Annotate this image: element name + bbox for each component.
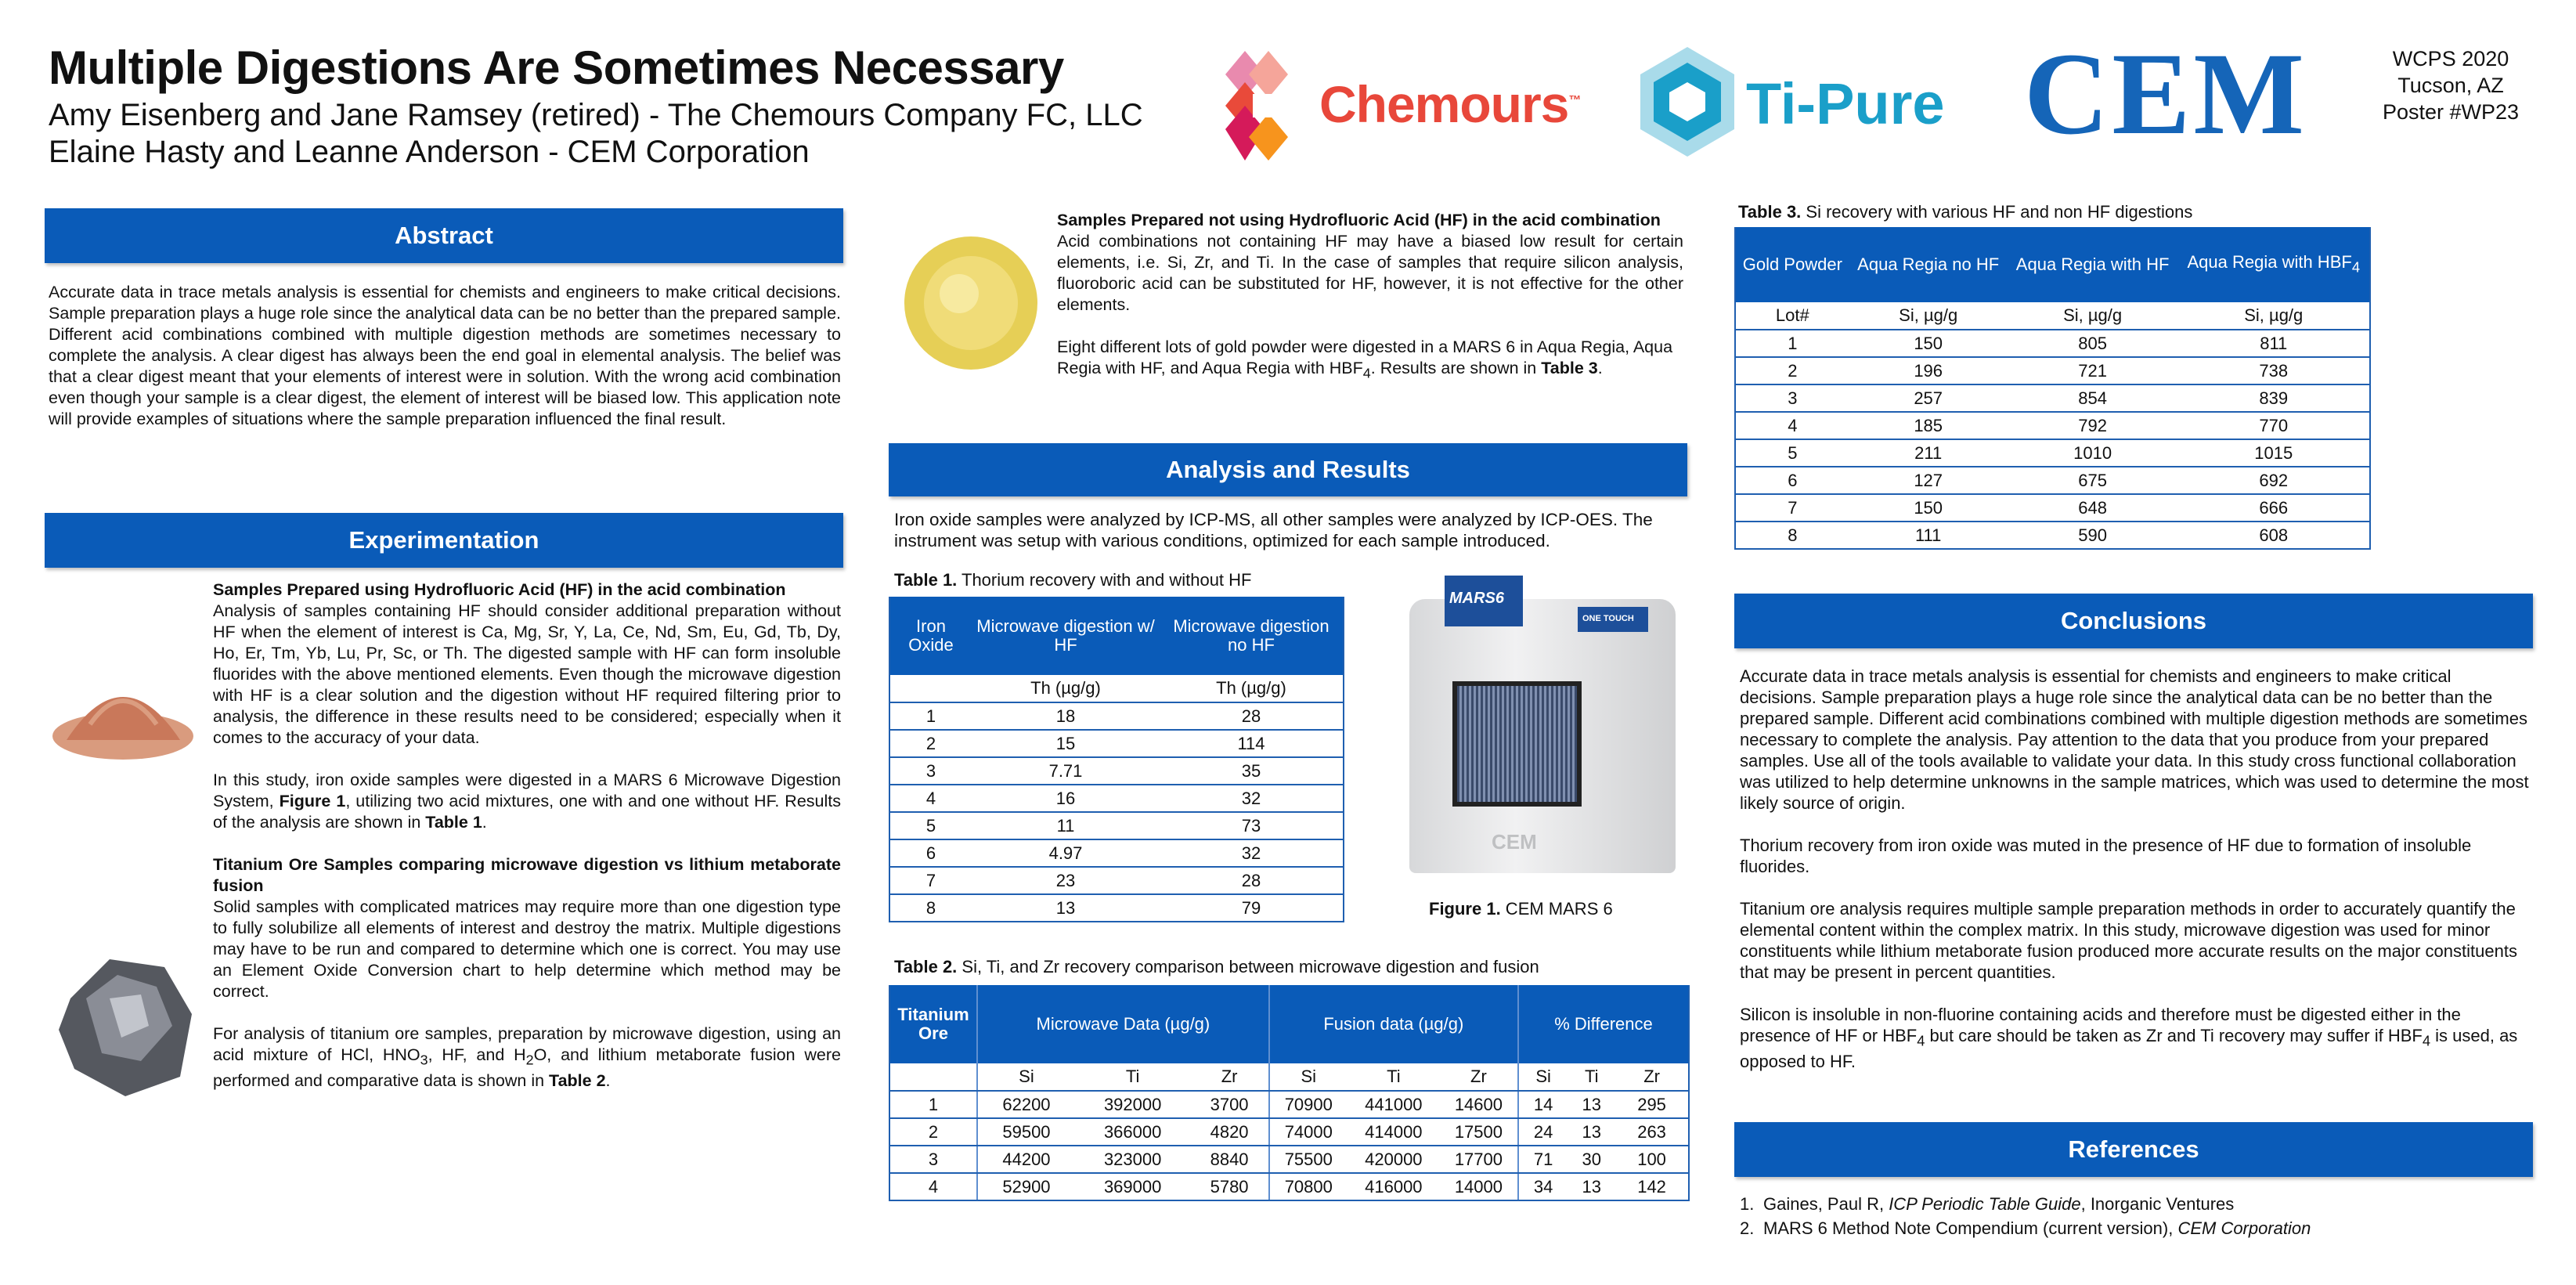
table-cell: 770 [2178, 412, 2370, 439]
poster-number: Poster #WP23 [2382, 100, 2520, 124]
cem-badge-label: CEM [1492, 830, 1537, 854]
table-cell: 15 [972, 730, 1160, 757]
table-cell: 14 [1518, 1091, 1568, 1118]
table-cell: 4.97 [972, 839, 1160, 867]
table-cell: 5 [889, 812, 972, 839]
table1-caption: Table 1. Thorium recovery with and without HF [894, 570, 1252, 590]
table-cell: 3 [889, 1146, 977, 1173]
conference-location: Tucson, AZ [2397, 74, 2504, 97]
references-heading: References [1734, 1122, 2533, 1177]
table-cell: 62200 [977, 1091, 1075, 1118]
table-cell: 805 [2008, 330, 2178, 357]
table-cell: 7 [889, 867, 972, 894]
table-cell: 24 [1518, 1118, 1568, 1146]
table-row [1735, 467, 2370, 494]
figure1-caption: Figure 1. CEM MARS 6 [1429, 899, 1613, 919]
mars6-instrument-image [1402, 576, 1683, 877]
table-cell: 366000 [1075, 1118, 1190, 1146]
conclusions-heading: Conclusions [1734, 594, 2533, 648]
cem-logo: CEM [2024, 29, 2307, 159]
conclusion-paragraph: Silicon is insoluble in non-fluorine containing acids and therefore must be digested either in the presence of HF or $HBF_4$ but care should be taken as Zr and Ti recovery may suffer if $HBF_4$ is used, as opposed to HF. [1740, 1005, 2518, 1072]
non-hf-section [1057, 210, 1683, 384]
table-cell: 28 [1160, 867, 1344, 894]
table-cell: 392000 [1075, 1091, 1190, 1118]
table3-silicon-recovery: Gold Powder Aqua Regia no HF Aqua Regia with HF Aqua Regia with $HBF_4$ Lot# Si, µg/g Si, µg/g Si, µg/g 1 150 805 811 2 196 721 738 3 257 854 839 4 185 792 770 5 211 1010 1015 6 127 675 692 7 150 648 666 8 111 590 608 [1734, 227, 2371, 550]
table-cell: 5 [1735, 439, 1849, 467]
table-cell: 7.71 [972, 757, 1160, 785]
iron-oxide-powder-image [51, 662, 196, 763]
table-cell: 416000 [1348, 1173, 1440, 1200]
table-cell: 142 [1615, 1173, 1689, 1200]
conference-info [2357, 45, 2545, 125]
table-cell: 4 [1735, 412, 1849, 439]
table2-caption: Table 2. Si, Ti, and Zr recovery comparison between microwave digestion and fusion [894, 957, 1539, 976]
table-cell: 150 [1849, 494, 2008, 522]
mars6-screen-label: MARS6 [1445, 576, 1523, 626]
table-row [889, 757, 1344, 785]
table-cell: 23 [972, 867, 1160, 894]
table-cell: 792 [2008, 412, 2178, 439]
table-row [1735, 357, 2370, 384]
table-cell: 441000 [1348, 1091, 1440, 1118]
table-cell: 4 [889, 785, 972, 812]
table-cell: 14600 [1440, 1091, 1518, 1118]
table-cell: 70900 [1269, 1091, 1348, 1118]
table-cell: 4 [889, 1173, 977, 1200]
table-cell: 28 [1160, 702, 1344, 730]
table-cell: 854 [2008, 384, 2178, 412]
table-row [889, 1118, 1689, 1146]
table-cell: 257 [1849, 384, 2008, 412]
table-cell: 75500 [1269, 1146, 1348, 1173]
table-cell: 13 [1568, 1118, 1615, 1146]
column-subheader: Zr [1440, 1063, 1518, 1091]
table-row [889, 730, 1344, 757]
table-cell: 114 [1160, 730, 1344, 757]
non-hf-section-title: Samples Prepared not using Hydrofluoric Acid (HF) in the acid combination [1057, 211, 1661, 229]
table-cell: 73 [1160, 812, 1344, 839]
conclusion-paragraph: Thorium recovery from iron oxide was muted in the presence of HF due to formation of insoluble fluorides. [1740, 836, 2472, 876]
table-cell: 590 [2008, 522, 2178, 549]
table-cell: 1 [889, 702, 972, 730]
column-subheader: Si [977, 1063, 1075, 1091]
table-cell: 3 [889, 757, 972, 785]
table1-thorium-recovery: Iron Oxide Microwave digestion w/ HF Microwave digestion no HF Th (µg/g) Th (µg/g) 1 18 28 2 15 114 3 7.71 35 4 16 32 5 11 73 6 4.97 32 7 23 28 8 13 79 [889, 597, 1344, 922]
table-cell: 811 [2178, 330, 2370, 357]
abstract-heading: Abstract [45, 208, 843, 263]
table-row [1735, 522, 2370, 549]
table-cell: 6 [889, 839, 972, 867]
conclusions-text [1740, 666, 2531, 1093]
table-cell: 3700 [1190, 1091, 1268, 1118]
table-cell: 196 [1849, 357, 2008, 384]
table-cell: 738 [2178, 357, 2370, 384]
table-cell: 8 [889, 894, 972, 922]
table-row [889, 1146, 1689, 1173]
table-cell: 1 [889, 1091, 977, 1118]
table-cell: 13 [972, 894, 1160, 922]
table-cell: 13 [1568, 1091, 1615, 1118]
table-cell: 839 [2178, 384, 2370, 412]
conclusion-paragraph: Accurate data in trace metals analysis is essential for chemists and engineers to make critical decisions. Sample preparation plays a huge role since the analytical data can be no better than the prepared sample. Different acid combinations combined with multiple digestion methods are sometimes necessary to complete the analysis. Pay attention to the data that you produce from your prepared samples. Use all of the tools available to validate your data. In this study cross functional collaboration was utilized to help determine unknowns in the sample matrices, which was used to determine the most likely source of origin. [1740, 666, 2529, 813]
table-cell: 323000 [1075, 1146, 1190, 1173]
table2-titanium-ore-comparison: Titanium Ore Microwave Data (µg/g) Fusion data (µg/g) % Difference Si Ti Zr Si Ti Zr Si Ti Zr 1 62200 392000 3700 70900 441000 14600 14 13 295 2 59500 366000 4820 74000 414000 17500 24 13 263 3 44200 323000 8840 75500 420000 17700 71 30 100 4 52900 369000 5780 70800 416000 14000 34 13 142 [889, 985, 1690, 1201]
hf-section [213, 579, 841, 833]
table-row [1735, 439, 2370, 467]
table-cell: 5780 [1190, 1173, 1268, 1200]
gold-powder-paragraph: Eight different lots of gold powder were digested in a MARS 6 in Aqua Regia, Aqua Regia with HF, and Aqua Regia with $HBF_4$. Results are shown in Table 3. [1057, 337, 1673, 381]
table3-caption: Table 3. Si recovery with various HF and non HF digestions [1738, 202, 2193, 222]
column-subheader: Si [1269, 1063, 1348, 1091]
table-row [889, 867, 1344, 894]
gold-powder-image [900, 231, 1041, 376]
column-subheader: Ti [1075, 1063, 1190, 1091]
iron-oxide-paragraph: In this study, iron oxide samples were digested in a MARS 6 Microwave Digestion System, Figure 1, utilizing two acid mixtures, one with and one without HF. Results of the analysis are shown in Table 1. [213, 771, 841, 832]
table-cell: 34 [1518, 1173, 1568, 1200]
table-cell: 70800 [1269, 1173, 1348, 1200]
table-cell: 675 [2008, 467, 2178, 494]
table-cell: 666 [2178, 494, 2370, 522]
table-row [889, 702, 1344, 730]
hf-section-text: Analysis of samples containing HF should consider additional preparation without HF when the element of interest is Ca, Mg, Sr, Y, La, Ce, Nd, Sm, Eu, Gd, Tb, Dy, Ho, Er, Tm, Yb, Lu, Pr, Sc, or Th. The digested sample with HF can form insoluble fluorides with the above mentioned elements. Even though the microwave digestion with HF is a clear solution and the digestion without HF required filtering prior to analysis, the difference in these results need to be considered; especially when it comes to the accuracy of your data. [213, 601, 841, 747]
table-row [889, 1091, 1689, 1118]
table-cell: 295 [1615, 1091, 1689, 1118]
table-cell: 32 [1160, 785, 1344, 812]
table-row [1735, 412, 2370, 439]
references-list [1740, 1192, 2311, 1240]
tipure-logo-text: Ti-Pure [1746, 71, 1945, 136]
table-row [889, 785, 1344, 812]
non-hf-section-text: Acid combinations not containing HF may have a biased low result for certain elements, i.e. Si, Zr, and Ti. In the case of samples that require silicon analysis, fluoroboric acid can be substituted for HF, however, it is not effective for the other elements. [1057, 232, 1683, 314]
conclusion-paragraph: Titanium ore analysis requires multiple sample preparation methods in order to accurately quantify the elemental content within the complex matrix. In this study, microwave digestion was used for minor constituents while lithium metaborate fusion produced more accurate results on the major constituents that may be present in percent quantities. [1740, 899, 2517, 982]
titanium-ore-image [55, 951, 196, 1100]
table-cell: 2 [1735, 357, 1849, 384]
table-cell: 71 [1518, 1146, 1568, 1173]
table-cell: 263 [1615, 1118, 1689, 1146]
abstract-text: Accurate data in trace metals analysis is essential for chemists and engineers to make critical decisions. Sample preparation plays a huge role since the analytical data can be no better than the prepared sample. Different acid combinations combined with multiple digestion methods are sometimes necessary to complete the analysis. A clear digest has always been the end goal in elemental analysis. The belief was that a clear digest meant that your elements of interest were in solution. With the wrong acid combination even though your sample is a clear digest, the element of interest will be biased low. This application note will provide examples of situations where the sample preparation influenced the final result. [49, 283, 841, 428]
authors-chemours: Amy Eisenberg and Jane Ramsey (retired) - The Chemours Company FC, LLC [49, 98, 1143, 132]
table-cell: 1 [1735, 330, 1849, 357]
table-row [1735, 384, 2370, 412]
table-cell: 44200 [977, 1146, 1075, 1173]
table-row [889, 839, 1344, 867]
table-cell: 4820 [1190, 1118, 1268, 1146]
titanium-section-title: Titanium Ore Samples comparing microwave digestion vs lithium metaborate fusion [213, 855, 841, 895]
titanium-method-paragraph: For analysis of titanium ore samples, preparation by microwave digestion, using an acid mixture of HCl, $HNO_3$, HF, and $H_2O$, and lithium metaborate fusion were performed and comparative data is shown in Table 2. [213, 1024, 841, 1091]
table-row [1735, 330, 2370, 357]
table-cell: 8840 [1190, 1146, 1268, 1173]
table-row [889, 1173, 1689, 1200]
hf-section-title: Samples Prepared using Hydrofluoric Acid (HF) in the acid combination [213, 580, 786, 599]
table-cell: 79 [1160, 894, 1344, 922]
table-cell: 369000 [1075, 1173, 1190, 1200]
column-subheader: Ti [1568, 1063, 1615, 1091]
analysis-heading: Analysis and Results [889, 443, 1687, 496]
table-cell: 17700 [1440, 1146, 1518, 1173]
table-cell: 692 [2178, 467, 2370, 494]
table-row [889, 812, 1344, 839]
table-cell: 420000 [1348, 1146, 1440, 1173]
table-cell: 185 [1849, 412, 2008, 439]
table-cell: 59500 [977, 1118, 1075, 1146]
table-cell: 30 [1568, 1146, 1615, 1173]
table-cell: 32 [1160, 839, 1344, 867]
table-cell: 648 [2008, 494, 2178, 522]
poster-title: Multiple Digestions Are Sometimes Necessary [49, 42, 1064, 94]
table-cell: 100 [1615, 1146, 1689, 1173]
reference-item: 2. MARS 6 Method Note Compendium (current version), CEM Corporation [1740, 1218, 2311, 1238]
table-cell: 2 [889, 730, 972, 757]
table-cell: 414000 [1348, 1118, 1440, 1146]
table-cell: 608 [2178, 522, 2370, 549]
table-row [889, 894, 1344, 922]
chemours-logo-icon [1221, 51, 1308, 161]
experimentation-sections [213, 579, 841, 1113]
column-subheader: Zr [1615, 1063, 1689, 1091]
conference-name: WCPS 2020 [2392, 47, 2509, 70]
table-cell: 1010 [2008, 439, 2178, 467]
table-cell: 16 [972, 785, 1160, 812]
titanium-section [213, 854, 841, 1092]
table-cell: 127 [1849, 467, 2008, 494]
table-cell: 6 [1735, 467, 1849, 494]
table-cell: 150 [1849, 330, 2008, 357]
authors-cem: Elaine Hasty and Leanne Anderson - CEM Corporation [49, 135, 810, 169]
table-cell: 8 [1735, 522, 1849, 549]
table-cell: 721 [2008, 357, 2178, 384]
table-cell: 2 [889, 1118, 977, 1146]
table-cell: 211 [1849, 439, 2008, 467]
reference-item: 1. Gaines, Paul R, ICP Periodic Table Guide, Inorganic Ventures [1740, 1194, 2235, 1214]
analysis-text: Iron oxide samples were analyzed by ICP-MS, all other samples were analyzed by ICP-OES. The instrument was setup with various conditions, optimized for each sample introduced. [894, 510, 1653, 550]
column-subheader: Si [1518, 1063, 1568, 1091]
table-cell: 7 [1735, 494, 1849, 522]
column-subheader: Ti [1348, 1063, 1440, 1091]
table-cell: 17500 [1440, 1118, 1518, 1146]
table-cell: 18 [972, 702, 1160, 730]
table-cell: 74000 [1269, 1118, 1348, 1146]
column-subheader: Zr [1190, 1063, 1268, 1091]
table-cell: 52900 [977, 1173, 1075, 1200]
table-cell: 11 [972, 812, 1160, 839]
table-row [1735, 494, 2370, 522]
table-cell: 1015 [2178, 439, 2370, 467]
tipure-logo-icon [1636, 47, 1738, 157]
titanium-section-text: Solid samples with complicated matrices may require more than one digestion type to fully solubilize all elements of interest and destroy the matrix. Multiple digestions may have to be run and compared to determine which one is correct. You may use an Element Oxide Conversion chart to help determine which method may be correct. [213, 897, 841, 1001]
chemours-logo-text: Chemours™ [1319, 75, 1581, 133]
table-cell: 14000 [1440, 1173, 1518, 1200]
table-cell: 3 [1735, 384, 1849, 412]
table-cell: 13 [1568, 1173, 1615, 1200]
onetouch-panel-label: ONE TOUCH [1578, 607, 1648, 632]
table-cell: 35 [1160, 757, 1344, 785]
experimentation-heading: Experimentation [45, 513, 843, 568]
table-cell: 111 [1849, 522, 2008, 549]
